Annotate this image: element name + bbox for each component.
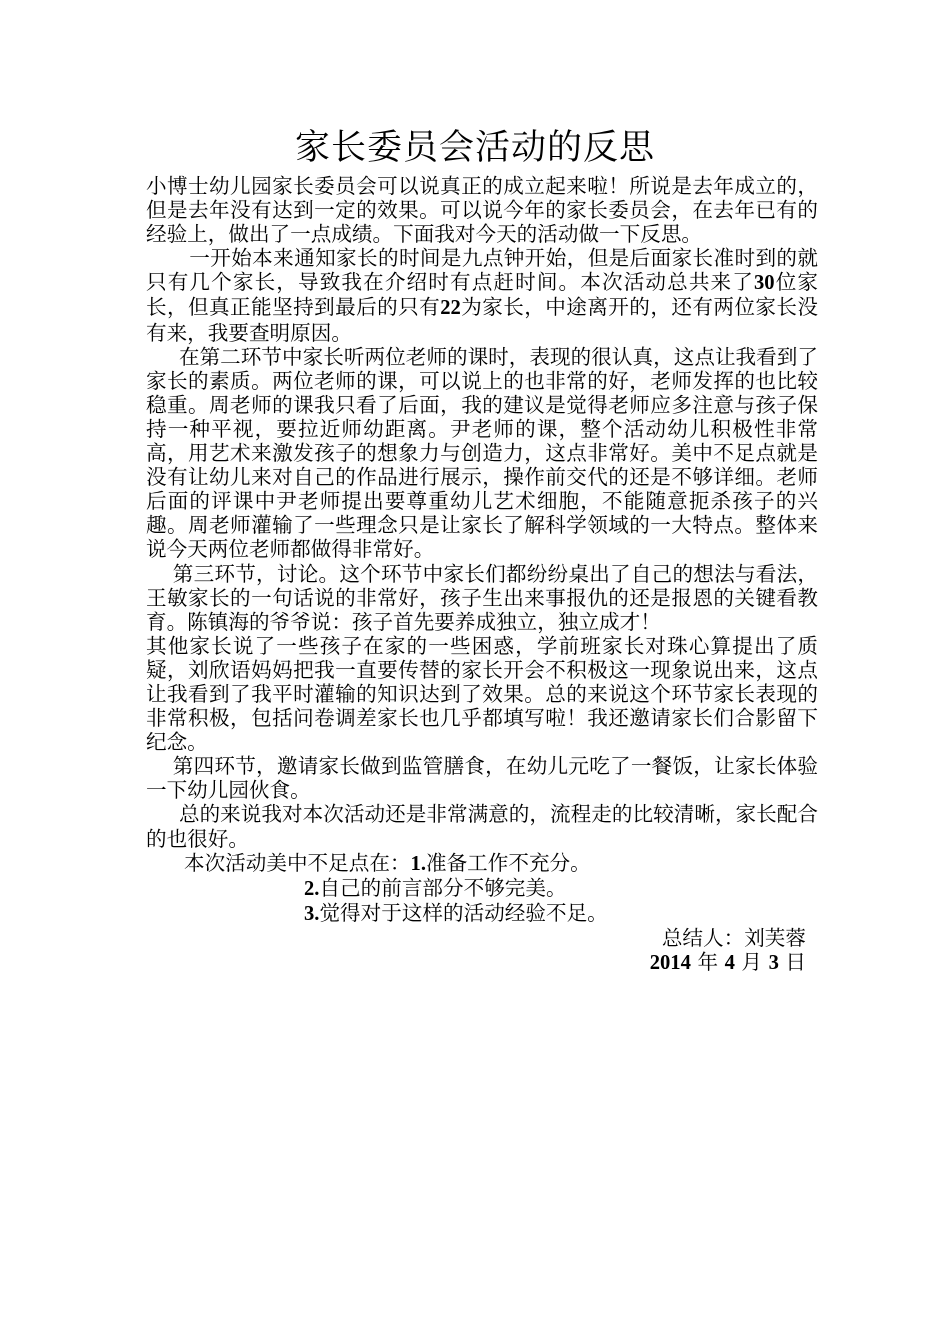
date-month: 4 — [724, 952, 735, 974]
paragraph-arrival — [146, 246, 818, 344]
arrival-text-a: 一开始本来通知家长的时间是九点钟开始，但是后面家长准时到的就只有几个家长，导致我在介绍时有点赶时间。本次活动总共来了 — [146, 246, 818, 295]
shortcoming-3-num: 3. — [304, 902, 320, 925]
date-year-char: 年 — [697, 950, 719, 974]
shortcomings-intro: 本次活动美中不足点在： — [184, 850, 411, 875]
paragraph-fourth-session: 第四环节，邀请家长做到监管膳食，在幼儿元吃了一餐饭，让家长体验一下幼儿园伙食。 — [146, 754, 818, 803]
shortcoming-1-num: 1. — [410, 852, 426, 875]
document-title: 家长委员会活动的反思 — [294, 128, 655, 168]
paragraph-conclusion: 总的来说我对本次活动还是非常满意的，流程走的比较清晰，家长配合的也很好。 — [146, 802, 818, 851]
shortcomings-item-3 — [146, 901, 818, 926]
stayed-count: 22 — [440, 297, 461, 320]
paragraph-third-session: 第三环节，讨论。这个环节中家长们都纷纷桌出了自己的想法与看法，王敏家长的一句话说的非常好，孩子生出来事报仇的还是报恩的关键看教育。陈镇海的爷爷说：孩子首先要养成独立，独立成才！ — [146, 561, 818, 634]
date-day-char: 日 — [785, 950, 806, 974]
shortcoming-3-text: 觉得对于这样的活动经验不足。 — [319, 900, 608, 925]
paragraph-intro: 小博士幼儿园家长委员会可以说真正的成立起来啦！所说是去年成立的，但是去年没有达到一定的效果。可以说今年的家长委员会，在去年已有的经验上，做出了一点成绩。下面我对今天的活动做一下反思。 — [146, 174, 818, 247]
signature-date — [146, 950, 818, 975]
arrival-text-c: 为家长，中途离开的，还有两位家长没有来，我要查明原因。 — [146, 295, 819, 345]
shortcoming-2-text: 自己的前言部分不够完美。 — [319, 875, 567, 900]
document-body — [146, 174, 818, 975]
shortcomings-item-1 — [146, 851, 818, 876]
date-day: 3 — [768, 952, 779, 974]
shortcoming-2-num: 2. — [304, 877, 320, 900]
date-month-char: 月 — [741, 950, 763, 974]
shortcoming-1-text: 准备工作不充分。 — [425, 850, 591, 875]
shortcomings-item-2 — [146, 876, 818, 901]
paragraph-other-parents: 其他家长说了一些孩子在家的一些困惑，学前班家长对珠心算提出了质疑，刘欣语妈妈把我一直要传替的家长开会不积极这一现象说出来，这点让我看到了我平时灌输的知识达到了效果。总的来说这个环节家长表现的非常积极，包括问卷调差家长也几乎都填写啦！我还邀请家长们合影留下纪念。 — [146, 633, 818, 755]
paragraph-second-session: 在第二环节中家长听两位老师的课时，表现的很认真，这点让我看到了家长的素质。两位老师的课，可以说上的也非常的好，老师发挥的也比较稳重。周老师的课我只看了后面，我的建议是觉得老师应多注意与孩子保持一种平视，要拉近师幼距离。尹老师的课，整个活动幼儿积极性非常高，用艺术来激发孩子的想象力与创造力，这点非常好。美中不足点就是没有让幼儿来对自己的作品进行展示，操作前交代的还是不够详细。老师后面的评课中尹老师提出要尊重幼儿艺术细胞，不能随意扼杀孩子的兴趣。周老师灌输了一些理念只是让家长了解科学领域的一大特点。整体来说今天两位老师都做得非常好。 — [146, 344, 818, 562]
date-year: 2014 — [649, 952, 691, 974]
signature-author: 总结人：刘芙蓉 — [661, 925, 806, 950]
attendee-count: 30 — [753, 272, 775, 295]
arrival-text-b: 位家长，但真正能坚持到最后的只有 — [146, 270, 819, 320]
